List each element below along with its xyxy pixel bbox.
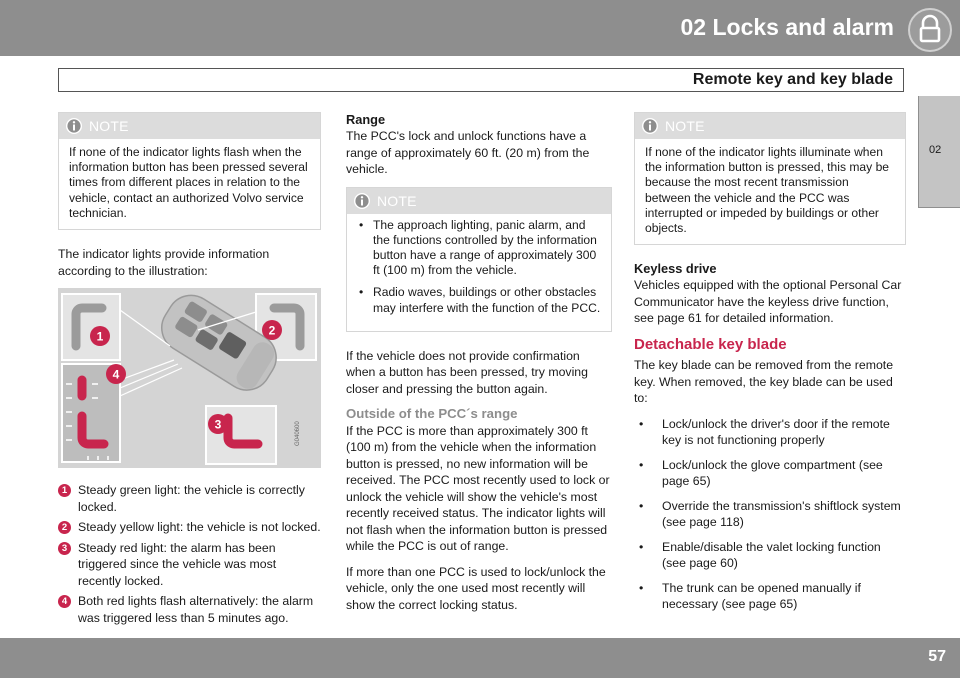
page-number: 57 [928, 648, 946, 665]
legend-text: Steady green light: the vehicle is correctly locked. [78, 483, 305, 514]
keyless-drive-heading: Keyless drive [634, 261, 717, 277]
multiple-pcc-text: If more than one PCC is used to lock/unlock the vehicle, only the one used most recently will show the correct locking status. [346, 564, 606, 612]
note-header [635, 113, 905, 139]
legend-item [58, 482, 321, 515]
padlock-icon [908, 8, 952, 52]
header-band [0, 0, 960, 56]
note-header [347, 188, 611, 214]
note-text: If none of the indicator lights illuminate when the information button is pressed, this may be because the most recent transmission between the vehicle and the PCC was interrupted or impeded by buildings or other objects. [645, 145, 890, 236]
legend-text: Both red lights flash alternatively: the alarm was triggered less than 5 minutes ago. [78, 594, 314, 625]
column-3 [634, 112, 906, 621]
key-blade-text: The key blade can be removed from the remote key. When removed, the key blade can be used to: [634, 358, 894, 406]
note-text: If none of the indicator lights flash when the information button has been pressed several times from different places in relation to the vehicle, contact an authorized Volvo service technician. [69, 145, 308, 220]
callout-2: 2 [268, 323, 276, 338]
section-title: Remote key and key blade [692, 71, 893, 88]
side-tab-label: 02 [929, 144, 942, 156]
intro-text: The indicator lights provide information according to the illustration: [58, 247, 270, 278]
column-1 [58, 112, 321, 630]
note-bullet-list [347, 214, 611, 331]
info-icon [641, 117, 659, 135]
footer-band [0, 638, 960, 678]
legend-number: 1 [58, 484, 71, 497]
chapter-title: 02 Locks and alarm [680, 14, 894, 40]
note-title: NOTE [665, 118, 705, 134]
note-title: NOTE [89, 118, 129, 134]
legend-number: 4 [58, 595, 71, 608]
outside-range-text: If the PCC is more than approximately 300 ft (100 m) from the vehicle when the information button is pressed, no new information will be received. The PCC most recently used to lock or unlock the vehicle will show the vehicle's most recently received status. The indicator lights will not flash when the information button is pressed while the PCC is out of range. [346, 423, 610, 554]
range-heading: Range [346, 112, 386, 127]
legend-item [58, 540, 321, 590]
outside-range-heading: Outside of the PCC´s range [346, 406, 518, 422]
legend-number: 2 [58, 521, 71, 534]
note-box-2 [346, 187, 612, 332]
callout-1: 1 [96, 329, 104, 344]
confirmation-text: If the vehicle does not provide confirmation when a button has been pressed, try moving closer and pressing the button again. [346, 348, 588, 396]
list-item: • Enable/disable the valet locking function (see page 60) [634, 539, 906, 572]
keyless-drive-text: Vehicles equipped with the optional Personal Car Communicator have the keyless drive function, see page 61 for detailed information. [634, 278, 902, 326]
legend-list [58, 482, 321, 626]
callout-3: 3 [214, 417, 222, 432]
list-item: • Lock/unlock the glove compartment (see page 65) [634, 457, 906, 490]
info-icon [353, 192, 371, 210]
key-blade-heading: Detachable key blade [634, 335, 787, 353]
note-title: NOTE [377, 192, 417, 209]
info-icon [65, 117, 83, 135]
note-box-3 [634, 112, 906, 245]
key-blade-uses-list [634, 416, 906, 613]
legend-text: Steady red light: the alarm has been triggered since the vehicle was most recently locked. [78, 540, 277, 588]
illustration-code: G040600 [295, 421, 301, 447]
list-item: • The trunk can be opened manually if necessary (see page 65) [634, 580, 906, 613]
note-bullet: • The approach lighting, panic alarm, and the functions controlled by the information button have a range of approximately 300 ft (100 m) from the vehicle. [357, 218, 601, 279]
legend-number: 3 [58, 542, 71, 555]
section-bar [58, 68, 904, 92]
note-box-1 [58, 112, 321, 230]
callout-4: 4 [112, 367, 120, 382]
chapter-side-tab [918, 96, 960, 208]
legend-item [58, 593, 321, 626]
note-bullet: • Radio waves, buildings or other obstacles may interfere with the function of the PCC. [357, 285, 601, 315]
note-header [59, 113, 320, 139]
remote-key-illustration [58, 288, 321, 468]
range-text: The PCC's lock and unlock functions have a range of approximately 60 ft. (20 m) from the vehicle. [346, 129, 590, 176]
legend-item [58, 519, 321, 536]
list-item: • Lock/unlock the driver's door if the remote key is not functioning properly [634, 416, 906, 449]
column-2 [346, 112, 612, 622]
legend-text: Steady yellow light: the vehicle is not locked. [78, 520, 321, 535]
list-item: • Override the transmission's shiftlock system (see page 118) [634, 498, 906, 531]
